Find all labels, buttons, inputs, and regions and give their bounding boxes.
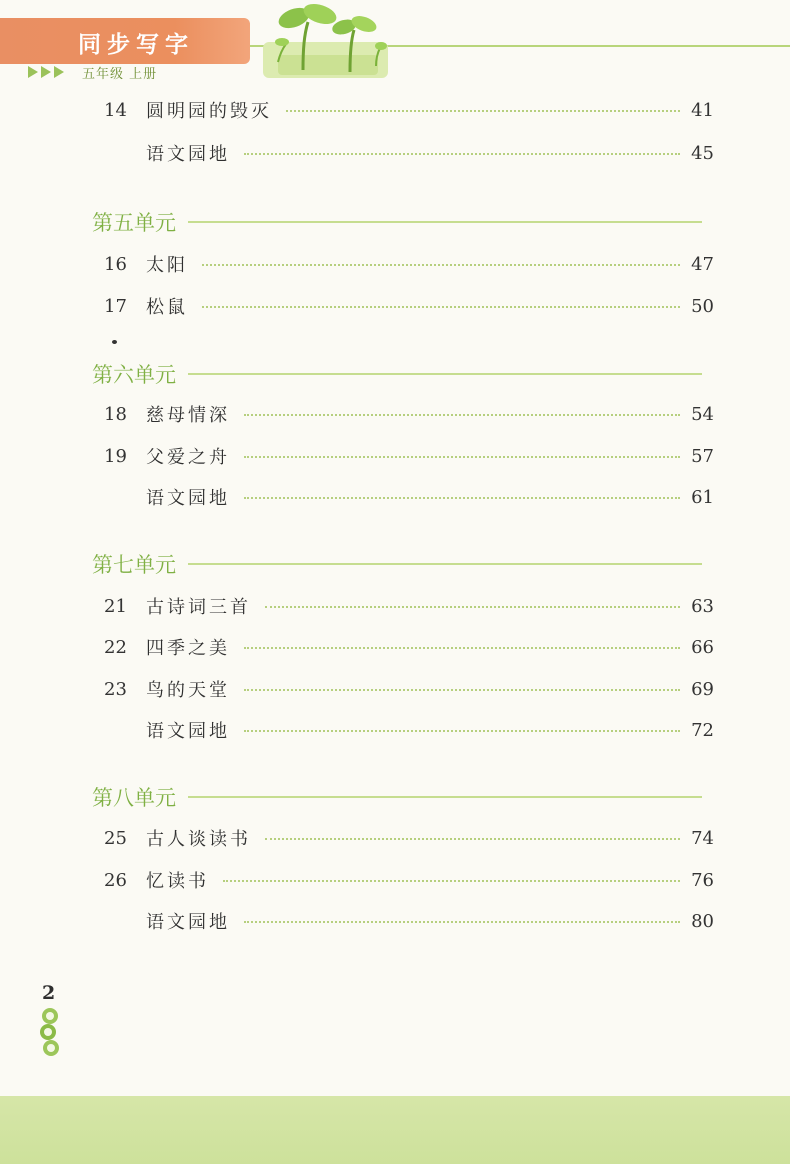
leaf-ornament-icon (36, 1006, 64, 1062)
lesson-title: 忆读书 (146, 871, 209, 892)
leader-dots (244, 689, 680, 691)
leader-dots (244, 497, 680, 499)
toc-entry (0, 400, 790, 428)
page-ref: 57 (691, 445, 714, 467)
unit-heading (92, 549, 702, 579)
leader-dots (244, 647, 680, 649)
unit-title: 第八单元 (92, 786, 176, 810)
leader-dots (244, 921, 680, 923)
leader-dots (244, 456, 680, 458)
lesson-title: 语文园地 (146, 488, 230, 509)
leader-dots (265, 606, 680, 608)
toc-entry (0, 250, 790, 278)
leader-dots (223, 880, 680, 882)
leader-dots (265, 838, 680, 840)
unit-rule (188, 796, 702, 798)
lesson-number: 26 (104, 869, 127, 891)
page-ref: 69 (691, 678, 714, 700)
toc-entry (0, 716, 790, 744)
leader-dots (202, 264, 680, 266)
toc-entry (0, 292, 790, 320)
unit-title: 第七单元 (92, 553, 176, 577)
toc-entry (0, 907, 790, 935)
toc-entry (0, 483, 790, 511)
lesson-number: 25 (104, 827, 127, 849)
leader-dots (244, 730, 680, 732)
lesson-title: 父爱之舟 (146, 447, 230, 468)
toc-entry (0, 633, 790, 661)
unit-rule (188, 563, 702, 565)
toc-entry (0, 96, 790, 124)
lesson-title: 太阳 (146, 255, 188, 276)
lesson-title: 语文园地 (146, 144, 230, 165)
lesson-title: 古诗词三首 (146, 597, 251, 618)
lesson-title: 古人谈读书 (146, 829, 251, 850)
grade-subtitle: 五年级 上册 (82, 67, 158, 82)
page-ref: 80 (691, 910, 714, 932)
lesson-title: 语文园地 (146, 721, 230, 742)
toc-entry (0, 442, 790, 470)
bottom-band (0, 1096, 790, 1164)
page-ref: 72 (691, 719, 714, 741)
triple-arrow-icon (28, 66, 64, 78)
leader-dots (244, 414, 680, 416)
page-ref: 47 (691, 253, 714, 275)
lesson-number: 17 (104, 295, 127, 317)
unit-heading (92, 207, 702, 237)
page-ref: 45 (691, 142, 714, 164)
page-ref: 66 (691, 636, 714, 658)
sprouting-plants-illustration (258, 0, 393, 80)
lesson-title: 四季之美 (146, 638, 230, 659)
unit-title: 第六单元 (92, 363, 176, 387)
unit-heading (92, 782, 702, 812)
lesson-number: 14 (104, 99, 127, 121)
lesson-number: 21 (104, 595, 127, 617)
toc-entry (0, 824, 790, 852)
print-speck (112, 340, 117, 344)
page-ref: 61 (691, 486, 714, 508)
lesson-title: 慈母情深 (146, 405, 230, 426)
leader-dots (286, 110, 680, 112)
toc-entry (0, 592, 790, 620)
page-number: 2 (42, 982, 56, 1004)
lesson-title: 松鼠 (146, 297, 188, 318)
page-ref: 54 (691, 403, 714, 425)
lesson-number: 22 (104, 636, 127, 658)
page-ref: 50 (691, 295, 714, 317)
leader-dots (202, 306, 680, 308)
book-title: 同步写字 (78, 32, 194, 58)
unit-heading (92, 359, 702, 389)
toc-entry (0, 866, 790, 894)
lesson-number: 19 (104, 445, 127, 467)
lesson-number: 16 (104, 253, 127, 275)
unit-rule (188, 221, 702, 223)
page-ref: 74 (691, 827, 714, 849)
lesson-number: 18 (104, 403, 127, 425)
page-ref: 76 (691, 869, 714, 891)
unit-title: 第五单元 (92, 211, 176, 235)
lesson-number: 23 (104, 678, 127, 700)
toc-entry (0, 675, 790, 703)
leader-dots (244, 153, 680, 155)
lesson-title: 语文园地 (146, 912, 230, 933)
page-ref: 63 (691, 595, 714, 617)
unit-rule (188, 373, 702, 375)
toc-entry (0, 139, 790, 167)
lesson-title: 圆明园的毁灭 (146, 101, 272, 122)
lesson-title: 鸟的天堂 (146, 680, 230, 701)
page-ref: 41 (691, 99, 714, 121)
